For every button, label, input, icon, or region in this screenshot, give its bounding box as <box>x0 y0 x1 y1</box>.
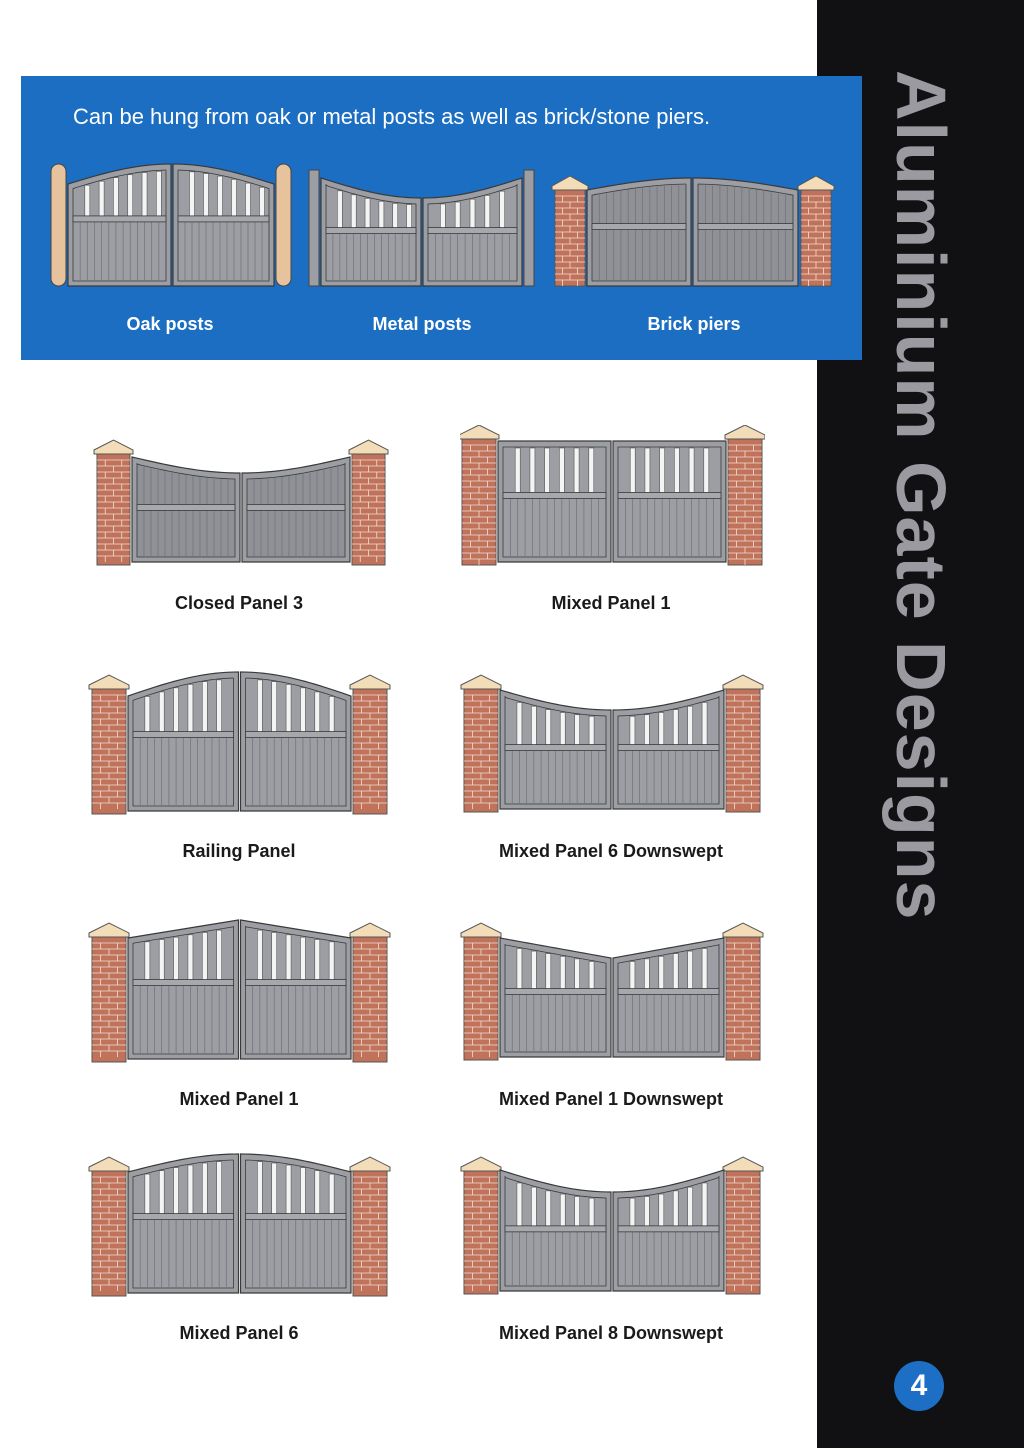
caption-mixed-panel-1-downswept: Mixed Panel 1 Downswept <box>498 1089 724 1109</box>
mixed-panel-1-b-left-pier <box>89 923 129 1062</box>
page-number-badge: 4 <box>894 1361 944 1411</box>
mixed-panel-1-a-left-leaf <box>498 441 611 562</box>
mixed-panel-6-downswept-right-leaf <box>613 690 724 809</box>
railing-panel-left-pier <box>89 675 129 814</box>
mixed-panel-6-right-pier <box>350 1157 390 1296</box>
caption-closed-panel-3: Closed Panel 3 <box>174 593 304 613</box>
caption-railing-panel: Railing Panel <box>182 841 296 861</box>
brick-gate-right-leaf <box>693 178 798 286</box>
gate-mixed-panel-1 <box>88 918 393 1066</box>
label-metal-posts: Metal posts <box>372 314 472 334</box>
gate-mixed-panel-8-downswept <box>460 1154 765 1300</box>
mixed-panel-6-left-pier <box>89 1157 129 1296</box>
mixed-panel-1-downswept-left-leaf <box>500 938 611 1057</box>
mixed-panel-6-downswept-left-pier <box>461 675 501 812</box>
gate-mixed-panel-6-downswept <box>460 672 765 818</box>
mixed-panel-1-b-right-pier <box>350 923 390 1062</box>
metal-post-left <box>309 170 319 286</box>
mixed-panel-6-right-leaf <box>241 1154 352 1293</box>
mixed-panel-1-a-left-pier <box>460 425 499 565</box>
oak-gate-left-right-leaf <box>173 164 274 286</box>
oak-post-left <box>51 164 66 286</box>
closed-panel-3-right-pier <box>349 440 388 565</box>
mixed-panel-6-downswept-right-pier <box>723 675 763 812</box>
mixed-panel-8-downswept-left-pier <box>461 1157 501 1294</box>
metal-gate-left-leaf <box>321 178 421 286</box>
banner-gates-illustration <box>21 158 862 308</box>
brick-gate-left-leaf <box>587 178 691 286</box>
gate-mixed-panel-1-straight <box>460 425 765 570</box>
closed-panel-3-left-leaf <box>132 457 240 562</box>
posts-banner <box>21 76 862 360</box>
caption-mixed-panel-6: Mixed Panel 6 <box>179 1323 299 1343</box>
mixed-panel-8-downswept-right-pier <box>723 1157 763 1294</box>
mixed-panel-1-a-right-leaf <box>613 441 726 562</box>
banner-text: Can be hung from oak or metal posts as well as brick/stone piers. <box>73 104 711 129</box>
mixed-panel-1-downswept-right-pier <box>723 923 763 1060</box>
gate-railing-panel <box>88 670 393 818</box>
label-oak-posts: Oak posts <box>126 314 214 334</box>
closed-panel-3-right-leaf <box>242 457 350 562</box>
label-brick-piers: Brick piers <box>647 314 741 334</box>
mixed-panel-6-left-leaf <box>128 1154 239 1293</box>
mixed-panel-1-downswept-right-leaf <box>613 938 724 1057</box>
mixed-panel-6-downswept-left-leaf <box>500 690 611 809</box>
gate-mixed-panel-1-downswept <box>460 920 765 1066</box>
mixed-panel-8-downswept-left-leaf <box>500 1170 611 1291</box>
mixed-panel-1-a-right-pier <box>725 425 765 565</box>
caption-mixed-panel-1-b: Mixed Panel 1 <box>179 1089 299 1109</box>
caption-mixed-panel-8-downswept: Mixed Panel 8 Downswept <box>498 1323 724 1343</box>
oak-gate-left-leaf <box>68 164 171 286</box>
mixed-panel-1-downswept-left-pier <box>461 923 501 1060</box>
railing-panel-right-leaf <box>241 672 352 811</box>
oak-post-right <box>276 164 291 286</box>
brick-pier-right <box>798 176 834 286</box>
railing-panel-right-pier <box>350 675 390 814</box>
caption-mixed-panel-6-downswept: Mixed Panel 6 Downswept <box>498 841 724 861</box>
mixed-panel-1-b-left-leaf <box>128 920 239 1059</box>
mixed-panel-8-downswept-right-leaf <box>613 1170 724 1291</box>
metal-post-right <box>524 170 534 286</box>
brick-pier-left <box>552 176 588 286</box>
mixed-panel-1-b-right-leaf <box>241 920 352 1059</box>
railing-panel-left-leaf <box>128 672 239 811</box>
gate-mixed-panel-6 <box>88 1152 393 1300</box>
gate-closed-panel-3 <box>90 435 390 570</box>
caption-mixed-panel-1-a: Mixed Panel 1 <box>551 593 671 613</box>
closed-panel-3-left-pier <box>94 440 133 565</box>
metal-gate-right-leaf <box>423 178 522 286</box>
